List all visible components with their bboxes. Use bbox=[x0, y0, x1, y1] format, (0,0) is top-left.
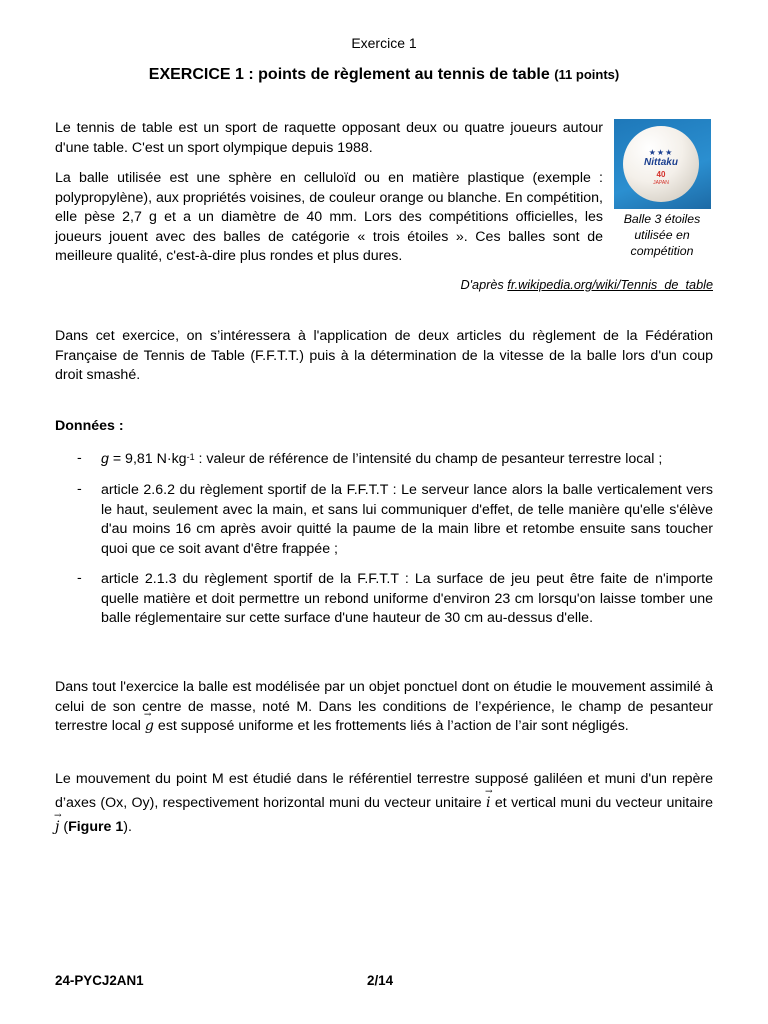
g-exponent: -1 bbox=[186, 452, 195, 462]
movement-paragraph bbox=[55, 767, 713, 839]
page-header: Exercice 1 bbox=[351, 35, 417, 51]
exercise-title bbox=[0, 66, 768, 84]
ball-photo bbox=[614, 119, 711, 209]
ball-brand: Nittaku bbox=[644, 157, 678, 168]
exercise-points: (11 points) bbox=[554, 67, 620, 82]
ball-stars: ★★★ bbox=[648, 148, 674, 157]
list-dash: - bbox=[77, 570, 82, 586]
model-text-1: Dans tout l'exercice la balle est modélisée par un objet ponctuel dont on étudie le mouvement assimilé à celui de son centre de masse, noté M. Dans les conditions de l’expérience, le champ de pesanteur terrestre local bbox=[55, 679, 713, 734]
footer-code: 24-PYCJ2AN1 bbox=[55, 973, 144, 988]
vector-g: → g bbox=[145, 717, 154, 737]
ball-origin: JAPAN bbox=[653, 180, 669, 186]
context-paragraph: Dans cet exercice, on s’intéressera à l'application de deux articles du règlement de la Fédération Française de Tennis de Table (F.F.T.T.) puis à la détermination de la vitesse de la balle lors d'un coup droit smashé. bbox=[55, 328, 713, 383]
donnees-item-article-213: article 2.1.3 du règlement sportif de la F.F.T.T : La surface de jeu peut être faite de n'importe quelle matière et doit permettre un rebond uniforme d'environ 23 cm lorsqu'on laisse tomber une balle réglementaire sur cette surface d'une hauteur de 30 cm au-dessus d'elle. bbox=[101, 571, 713, 626]
vector-j: → j bbox=[55, 815, 59, 839]
source-link[interactable]: fr.wikipedia.org/wiki/Tennis_de_table bbox=[507, 278, 713, 292]
photo-caption: Balle 3 étoiles utilisée en compétition bbox=[623, 212, 701, 258]
intro-paragraph-1: Le tennis de table est un sport de raquette opposant deux ou quatre joueurs autour d'une table. C'est un sport olympique depuis 1988. bbox=[55, 120, 603, 156]
source-citation bbox=[55, 278, 713, 292]
ping-pong-ball-image bbox=[623, 126, 699, 202]
source-prefix: D'après bbox=[460, 278, 504, 292]
ball-number: 40 bbox=[656, 170, 666, 179]
movement-text-2: et vertical muni du vecteur unitaire bbox=[490, 795, 713, 811]
g-value: = 9,81 N·kg bbox=[108, 451, 187, 467]
footer-page-number: 2/14 bbox=[367, 973, 394, 988]
movement-text-3: ( bbox=[59, 819, 69, 835]
exercise-title-main: EXERCICE 1 : points de règlement au tennis de table bbox=[148, 66, 550, 83]
vector-i: → i bbox=[486, 791, 491, 815]
figure-reference: Figure 1 bbox=[68, 819, 124, 835]
intro-paragraph-2: La balle utilisée est une sphère en celluloïd ou en matière plastique (exemple : polypropylène), aux propriétés voisines, de couleur orange ou blanche. En compétition, elle pèse 2,7 g et a un diamètre de 40 mm. Lors des compétitions officielles, les joueurs jouent avec des balles de catégorie « trois étoiles ». Ces balles sont de meilleure qualité, c'est-à-dire plus rondes et plus dures. bbox=[55, 170, 603, 264]
model-text-2: est supposé uniforme et les frottements liés à l’action de l’air sont négligés. bbox=[153, 718, 629, 734]
movement-text-4: ). bbox=[123, 819, 132, 835]
donnees-heading: Données : bbox=[55, 418, 124, 434]
list-dash: - bbox=[77, 481, 82, 497]
movement-text-1: Le mouvement du point M est étudié dans le référentiel terrestre supposé galiléen et muni d'un repère d’axes (Ox, Oy), respectivement horizontal muni du vecteur unitaire bbox=[55, 771, 713, 811]
model-paragraph bbox=[55, 678, 713, 737]
donnees-item-article-262: article 2.6.2 du règlement sportif de la F.F.T.T : Le serveur lance alors la balle verticalement vers le haut, seulement avec la main, et sans lui communiquer d'effet, de telle manière qu'elle s'élève d'au moins 16 cm après avoir quitté la paume de la main libre et retombe ensuite sans toucher quoi que ce soit avant d'être frappée ; bbox=[101, 482, 713, 557]
donnees-item-g bbox=[101, 450, 713, 470]
list-dash: - bbox=[77, 450, 82, 466]
g-symbol: g bbox=[101, 451, 109, 467]
g-description: : valeur de référence de l’intensité du champ de pesanteur terrestre local ; bbox=[194, 451, 663, 467]
